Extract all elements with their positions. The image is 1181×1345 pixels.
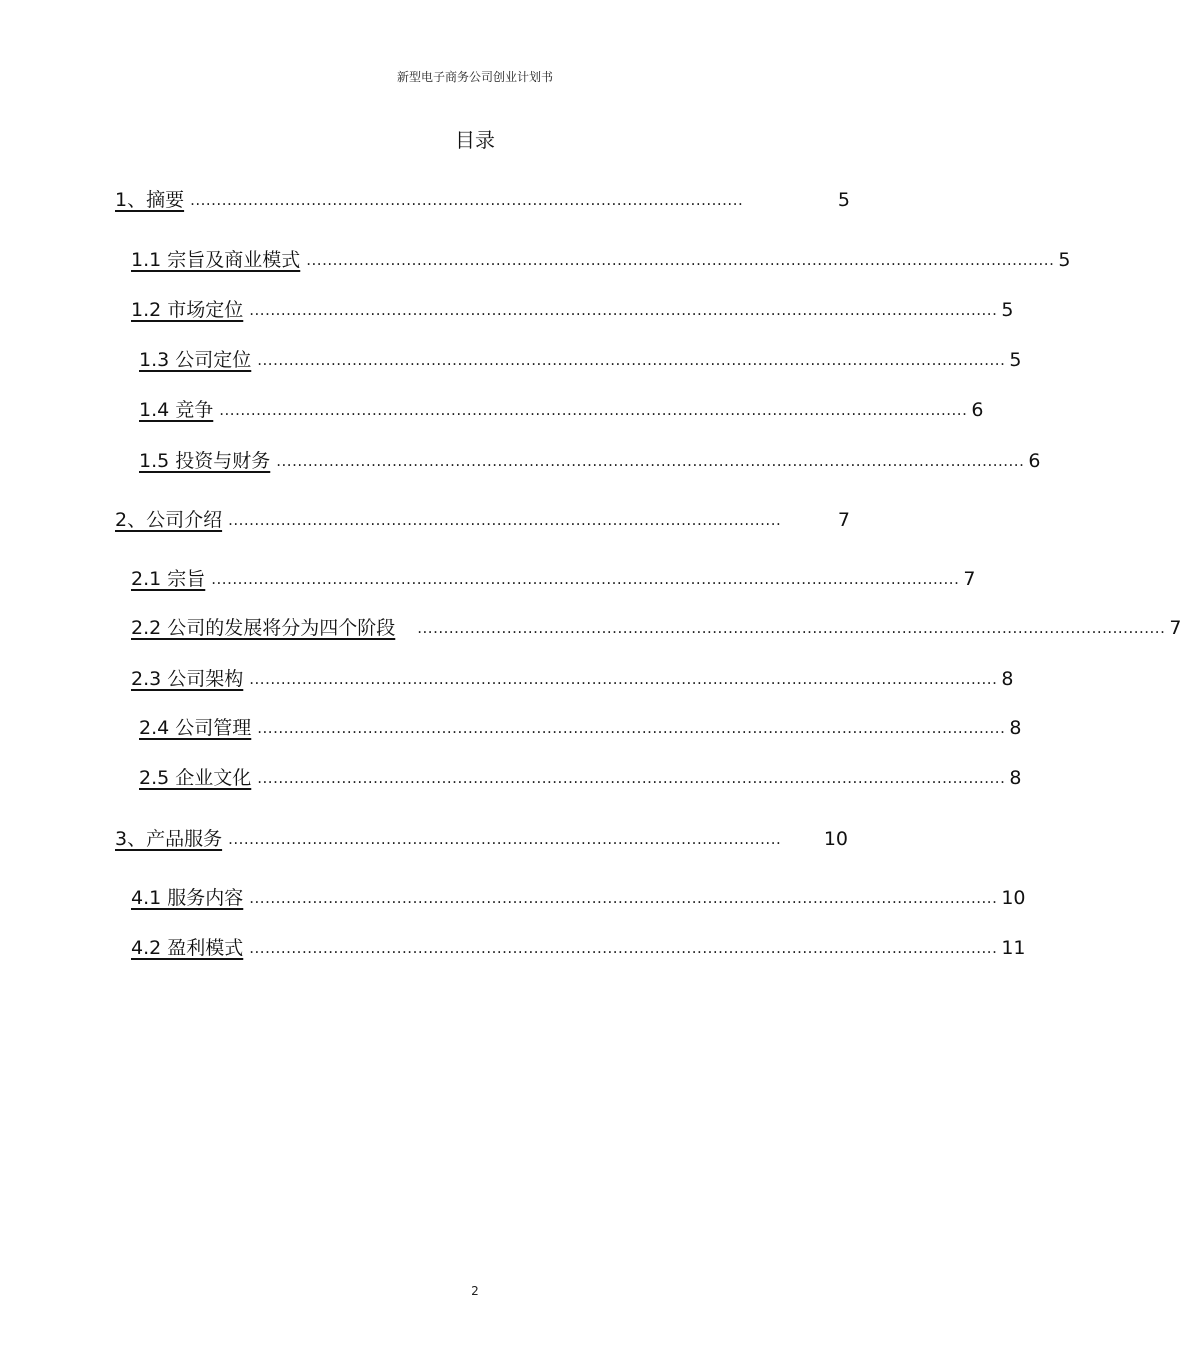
toc-entry-page: 8 — [1009, 767, 1022, 789]
toc-leader-dots: .............................................................................................................................................. — [219, 401, 968, 419]
toc-entry-label[interactable]: 4.2 盈利模式 — [131, 937, 244, 959]
toc-entry-1-5[interactable] — [139, 445, 1041, 473]
toc-entry-label[interactable]: 2.2 公司的发展将分为四个阶段 — [131, 617, 396, 639]
toc-entry-page: 5 — [1058, 249, 1071, 271]
toc-entry-label[interactable]: 1.1 宗旨及商业模式 — [131, 249, 301, 271]
toc-entry-page: 11 — [1001, 937, 1026, 959]
toc-entry-page: 7 — [837, 509, 850, 531]
toc-entry-page: 7 — [1169, 617, 1181, 639]
toc-leader-dots: .............................................................................................................................................. — [249, 939, 998, 957]
toc-entry-label[interactable]: 2.5 企业文化 — [139, 767, 252, 789]
toc-entry-1-2[interactable] — [131, 294, 1014, 322]
toc-leader-dots: .............................................................................................................................................. — [257, 719, 1006, 737]
toc-leader-dots: .............................................................................................................................................. — [257, 769, 1006, 787]
toc-entry-label[interactable]: 2.4 公司管理 — [139, 717, 252, 739]
toc-entry-2[interactable] — [115, 504, 850, 532]
toc-entry-2-5[interactable] — [139, 762, 1022, 790]
toc-entry-page: 8 — [1009, 717, 1022, 739]
toc-leader-dots: .............................................................................................................................................. — [211, 570, 960, 588]
toc-leader-dots: ......................................................................................................... — [228, 830, 782, 848]
toc-entry-page: 7 — [963, 568, 976, 590]
toc-entry-label[interactable]: 3、产品服务 — [115, 828, 223, 850]
toc-entry-page: 10 — [1001, 887, 1026, 909]
toc-entry-2-2[interactable] — [131, 612, 1181, 640]
page-number: 2 — [471, 1284, 479, 1298]
toc-leader-dots: .............................................................................................................................................. — [249, 670, 998, 688]
toc-entry-label[interactable]: 1.3 公司定位 — [139, 349, 252, 371]
toc-entry-page: 5 — [1001, 299, 1014, 321]
toc-entry-label[interactable]: 2.1 宗旨 — [131, 568, 206, 590]
toc-leader-dots: .............................................................................................................................................. — [417, 619, 1166, 637]
running-header: 新型电子商务公司创业计划书 — [396, 70, 553, 84]
toc-title: 目录 — [455, 128, 495, 152]
toc-entry-3[interactable] — [115, 823, 848, 851]
toc-entry-label[interactable]: 1.5 投资与财务 — [139, 450, 271, 472]
toc-entry-label[interactable]: 4.1 服务内容 — [131, 887, 244, 909]
toc-entry-2-1[interactable] — [131, 563, 976, 591]
toc-leader-dots: ......................................................................................................... — [190, 191, 744, 209]
toc-entry-1[interactable] — [115, 184, 850, 212]
toc-entry-page: 6 — [1028, 450, 1041, 472]
toc-entry-1-4[interactable] — [139, 394, 984, 422]
toc-entry-label[interactable]: 1、摘要 — [115, 189, 185, 211]
toc-leader-dots: .............................................................................................................................................. — [249, 889, 998, 907]
toc-entry-4-2[interactable] — [131, 932, 1026, 960]
toc-entry-page: 8 — [1001, 668, 1014, 690]
toc-leader-dots: .............................................................................................................................................. — [306, 251, 1055, 269]
toc-entry-1-1[interactable] — [131, 244, 1071, 272]
toc-leader-dots: .............................................................................................................................................. — [257, 351, 1006, 369]
toc-entry-page: 5 — [837, 189, 850, 211]
toc-entry-2-3[interactable] — [131, 663, 1014, 691]
toc-entry-page: 6 — [971, 399, 984, 421]
toc-leader-dots: .............................................................................................................................................. — [276, 452, 1025, 470]
toc-entry-page: 10 — [823, 828, 848, 850]
toc-entry-label[interactable]: 1.2 市场定位 — [131, 299, 244, 321]
toc-entry-2-4[interactable] — [139, 712, 1022, 740]
toc-entry-label[interactable]: 2.3 公司架构 — [131, 668, 244, 690]
toc-entry-label[interactable]: 1.4 竞争 — [139, 399, 214, 421]
toc-entry-4-1[interactable] — [131, 882, 1026, 910]
toc-leader-dots: ......................................................................................................... — [228, 511, 782, 529]
toc-leader-dots: .............................................................................................................................................. — [249, 301, 998, 319]
toc-entry-1-3[interactable] — [139, 344, 1022, 372]
toc-entry-label[interactable]: 2、公司介绍 — [115, 509, 223, 531]
toc-entry-page: 5 — [1009, 349, 1022, 371]
